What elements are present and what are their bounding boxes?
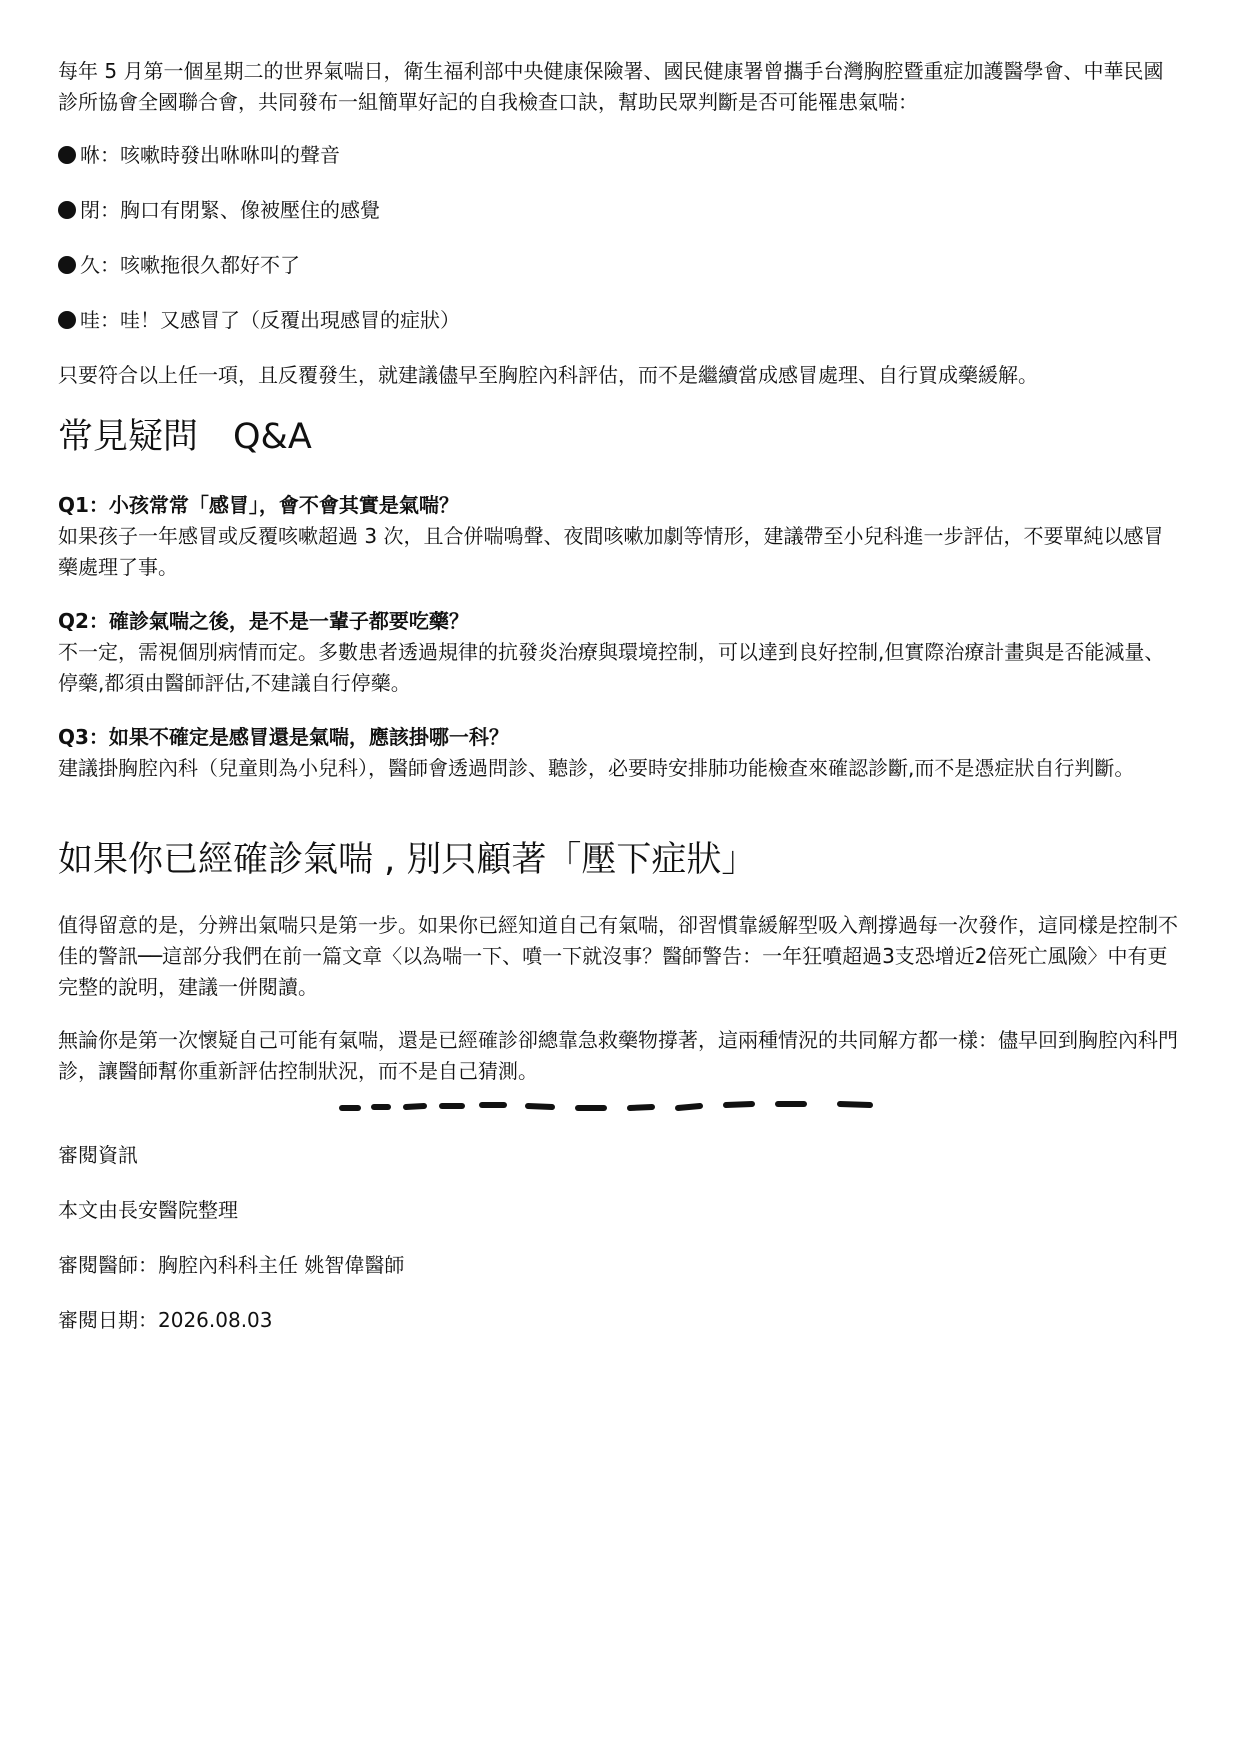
qa-question: Q1：小孩常常「感冒」，會不會其實是氣喘？ xyxy=(58,493,459,517)
divider-dash xyxy=(406,1106,424,1107)
qa-question: Q3：如果不確定是感冒還是氣喘，應該掛哪一科？ xyxy=(58,725,509,749)
review-organizer: 本文由長安醫院整理 xyxy=(58,1198,238,1222)
section2-heading: 如果你已經確診氣喘 , 別只顧著「壓下症狀」 xyxy=(58,840,757,880)
checklist-item-3 xyxy=(58,250,1183,281)
dashed-divider xyxy=(338,1096,968,1116)
checklist-item-text: 哇：哇！又感冒了（反覆出現感冒的症狀） xyxy=(80,308,460,332)
checklist-item-text: 閉：胸口有閉緊、像被壓住的感覺 xyxy=(80,198,380,222)
qa-question: Q2：確診氣喘之後，是不是一輩子都要吃藥？ xyxy=(58,609,469,633)
section2-paragraph-2: 無論你是第一次懷疑自己可能有氣喘，還是已經確診卻總靠急救藥物撐著，這兩種情況的共同解方都一樣：儘早回到胸腔內科門診，讓醫師幫你重新評估控制狀況，而不是自己猜測。 xyxy=(58,1028,1178,1083)
qa-answer: 建議掛胸腔內科（兒童則為小兒科），醫師會透過問診、聽診，必要時安排肺功能檢查來確認診斷,而不是憑症狀自行判斷。 xyxy=(58,756,1135,780)
bullet-icon xyxy=(58,146,76,164)
checklist-item-4 xyxy=(58,305,1183,336)
divider-dash xyxy=(528,1106,552,1107)
bullet-icon xyxy=(58,311,76,329)
review-reviewer: 審閱醫師：胸腔內科科主任 姚智偉醫師 xyxy=(58,1253,405,1277)
qa-item-3 xyxy=(58,722,1183,784)
qa-answer: 不一定，需視個別病情而定。多數患者透過規律的抗發炎治療與環境控制，可以達到良好控制,但實際治療計畫與是否能減量、停藥,都須由醫師評估,不建議自行停藥。 xyxy=(58,640,1165,695)
qa-answer: 如果孩子一年感冒或反覆咳嗽超過 3 次，且合併喘鳴聲、夜間咳嗽加劇等情形，建議帶至小兒科進一步評估，不要單純以感冒藥處理了事。 xyxy=(58,524,1164,579)
intro-paragraph: 每年 5 月第一個星期二的世界氣喘日，衛生福利部中央健康保險署、國民健康署曾攜手台灣胸腔暨重症加護醫學會、中華民國診所協會全國聯合會，共同發布一組簡單好記的自我檢查口訣，幫助民眾判斷是否可能罹患氣喘： xyxy=(58,59,1164,114)
divider-dash xyxy=(840,1104,870,1105)
bullet-icon xyxy=(58,256,76,274)
divider-dash xyxy=(678,1106,700,1108)
divider-dash xyxy=(726,1104,752,1105)
checklist-item-text: 咻：咳嗽時發出咻咻叫的聲音 xyxy=(80,143,340,167)
review-title: 審閱資訊 xyxy=(58,1143,138,1167)
checklist-item-text: 久：咳嗽拖很久都好不了 xyxy=(80,253,300,277)
bullet-icon xyxy=(58,201,76,219)
qa-item-2 xyxy=(58,606,1183,699)
qa-item-1 xyxy=(58,490,1183,583)
section2-paragraph-1: 值得留意的是，分辨出氣喘只是第一步。如果你已經知道自己有氣喘，卻習慣靠緩解型吸入劑撐過每一次發作，這同樣是控制不佳的警訊──這部分我們在前一篇文章〈以為喘一下、噴一下就沒事？醫師警告：一年狂噴超過3支恐增近2倍死亡風險〉中有更完整的說明，建議一併閱讀。 xyxy=(58,913,1178,999)
checklist-item-2 xyxy=(58,195,1183,226)
advice-paragraph: 只要符合以上任一項，且反覆發生，就建議儘早至胸腔內科評估，而不是繼續當成感冒處理、自行買成藥緩解。 xyxy=(58,363,1038,387)
review-date: 審閱日期：2026.08.03 xyxy=(58,1308,273,1332)
qa-heading: 常見疑問 Q&A xyxy=(58,417,312,457)
divider-dash xyxy=(630,1107,652,1108)
checklist-item-1 xyxy=(58,140,1183,171)
